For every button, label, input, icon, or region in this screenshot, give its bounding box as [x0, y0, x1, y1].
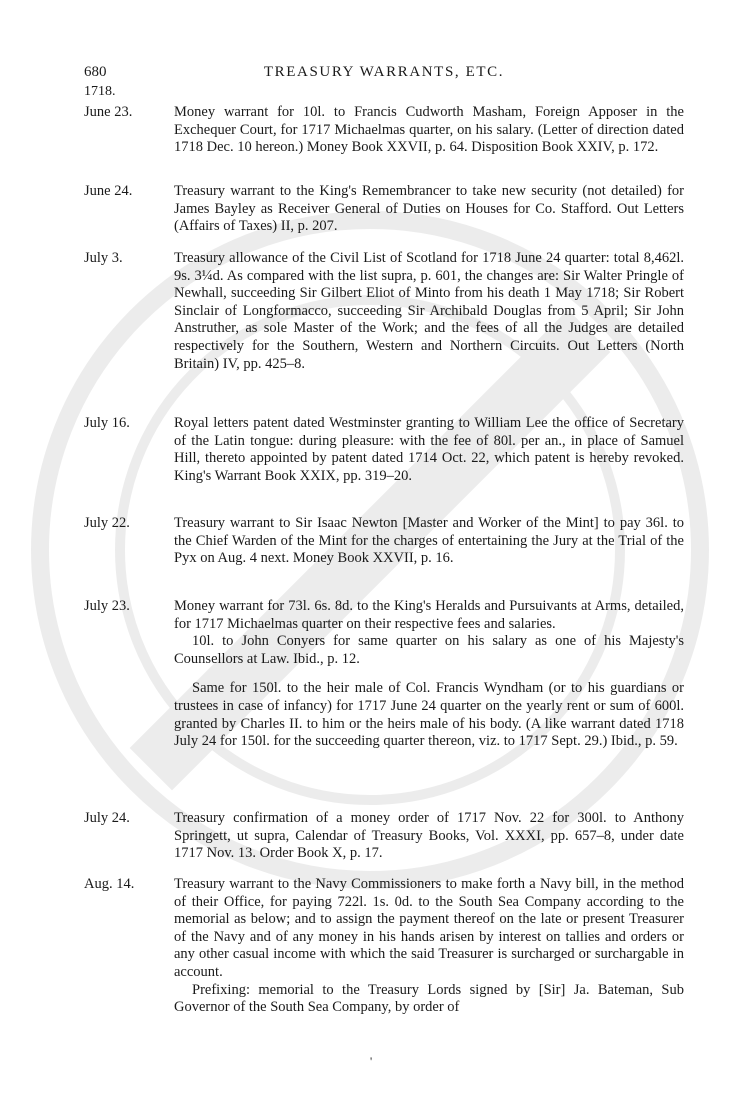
entry-date: July 3.	[84, 250, 123, 266]
footer-mark: '	[370, 1054, 373, 1068]
entry-date: July 23.	[84, 598, 130, 614]
entry-body	[174, 876, 684, 1017]
entry-body	[174, 515, 684, 568]
entry-paragraph: Same for 150l. to the heir male of Col. Francis Wyndham (or to his guardians or trustees in case of infancy) for 1717 June 24 quarter on the yearly rent or sum of 600l. granted by Charles II. to him or the heirs male of his body. (A like warrant dated 1718 July 24 for 150l. for the succeeding quarter thereon, viz. to 1717 Sept. 29.) Ibid., p. 59.	[174, 680, 684, 750]
entry-paragraph: Treasury warrant to the Navy Commissioners to make forth a Navy bill, in the method of their Office, for paying 722l. 1s. 0d. to the South Sea Company according to the memorial as below; and to assign the payment thereof on the late or present Treasurer of the Navy and of any money in his hands arisen by interest on tallies and orders or any other casual income with which the said Treasurer is surcharged or surchargable in account.	[174, 876, 684, 980]
entry-body	[174, 183, 684, 236]
running-title: TREASURY WARRANTS, ETC.	[263, 64, 505, 80]
entry-paragraph: Money warrant for 10l. to Francis Cudworth Masham, Foreign Apposer in the Exchequer Court, for 1717 Michaelmas quarter, on his salary. (Letter of direction dated 1718 Dec. 10 hereon.) Money Book XXVII, p. 64. Disposition Book XXIV, p. 172.	[174, 104, 684, 156]
page-number: 680	[84, 64, 107, 80]
entry-paragraph: Treasury allowance of the Civil List of Scotland for 1718 June 24 quarter: total 8,462l. 9s. 3¼d. As compared with the list supra, p. 601, the changes are: Sir Walter Pringle of Newhall, succeeding Sir Gilbert Eliot of Minto from his death 1 May 1718; Sir Robert Sinclair of Longformacco, succeeding Sir Archibald Douglas from 5 April; Sir John Anstruther, as sole Master of the Work; and the fees of all the Judges are detailed respectively for the Southern, Western and Northern Circuits. Out Letters (North Britain) IV, pp. 425–8.	[174, 250, 684, 372]
entry-date: July 24.	[84, 810, 130, 826]
entry-body	[174, 250, 684, 373]
entry-paragraph: Money warrant for 73l. 6s. 8d. to the King's Heralds and Pursuivants at Arms, detailed, for 1717 Michaelmas quarter on their respective fees and salaries.	[174, 598, 684, 632]
entry-body	[174, 415, 684, 485]
entry-body	[174, 810, 684, 863]
page-header	[84, 64, 684, 84]
entry-paragraph: Treasury warrant to the King's Remembrancer to take new security (not detailed) for James Bayley as Receiver General of Duties on Houses for Co. Stafford. Out Letters (Affairs of Taxes) II, p. 207.	[174, 183, 684, 235]
entry-paragraph: Treasury warrant to Sir Isaac Newton [Master and Worker of the Mint] to pay 36l. to the Chief Warden of the Mint for the charges of entertaining the Jury at the Trial of the Pyx on Aug. 4 next. Money Book XXVII, p. 16.	[174, 515, 684, 567]
year-heading: 1718.	[84, 84, 116, 99]
entry-body	[174, 104, 684, 157]
entry-body	[174, 598, 684, 751]
entry-paragraph: Prefixing: memorial to the Treasury Lords signed by [Sir] Ja. Bateman, Sub Governor of the South Sea Company, by order of	[174, 981, 684, 1016]
entry-paragraph: Treasury confirmation of a money order of 1717 Nov. 22 for 300l. to Anthony Springett, ut supra, Calendar of Treasury Books, Vol. XXXI, pp. 657–8, under date 1717 Nov. 13. Order Book X, p. 17.	[174, 810, 684, 862]
entry-date: June 23.	[84, 104, 133, 120]
entry-date: June 24.	[84, 183, 133, 199]
entry-date: July 16.	[84, 415, 130, 431]
entry-paragraph: Royal letters patent dated Westminster granting to William Lee the office of Secretary of the Latin tongue: during pleasure: with the fee of 80l. per an., in place of Samuel Hill, thereto appointed by patent dated 1714 Oct. 22, which patent is hereby revoked. King's Warrant Book XXIX, pp. 319–20.	[174, 415, 684, 484]
entry-date: Aug. 14.	[84, 876, 135, 892]
entry-date: July 22.	[84, 515, 130, 531]
entry-paragraph: 10l. to John Conyers for same quarter on his salary as one of his Majesty's Counsellors at Law. Ibid., p. 12.	[174, 633, 684, 667]
